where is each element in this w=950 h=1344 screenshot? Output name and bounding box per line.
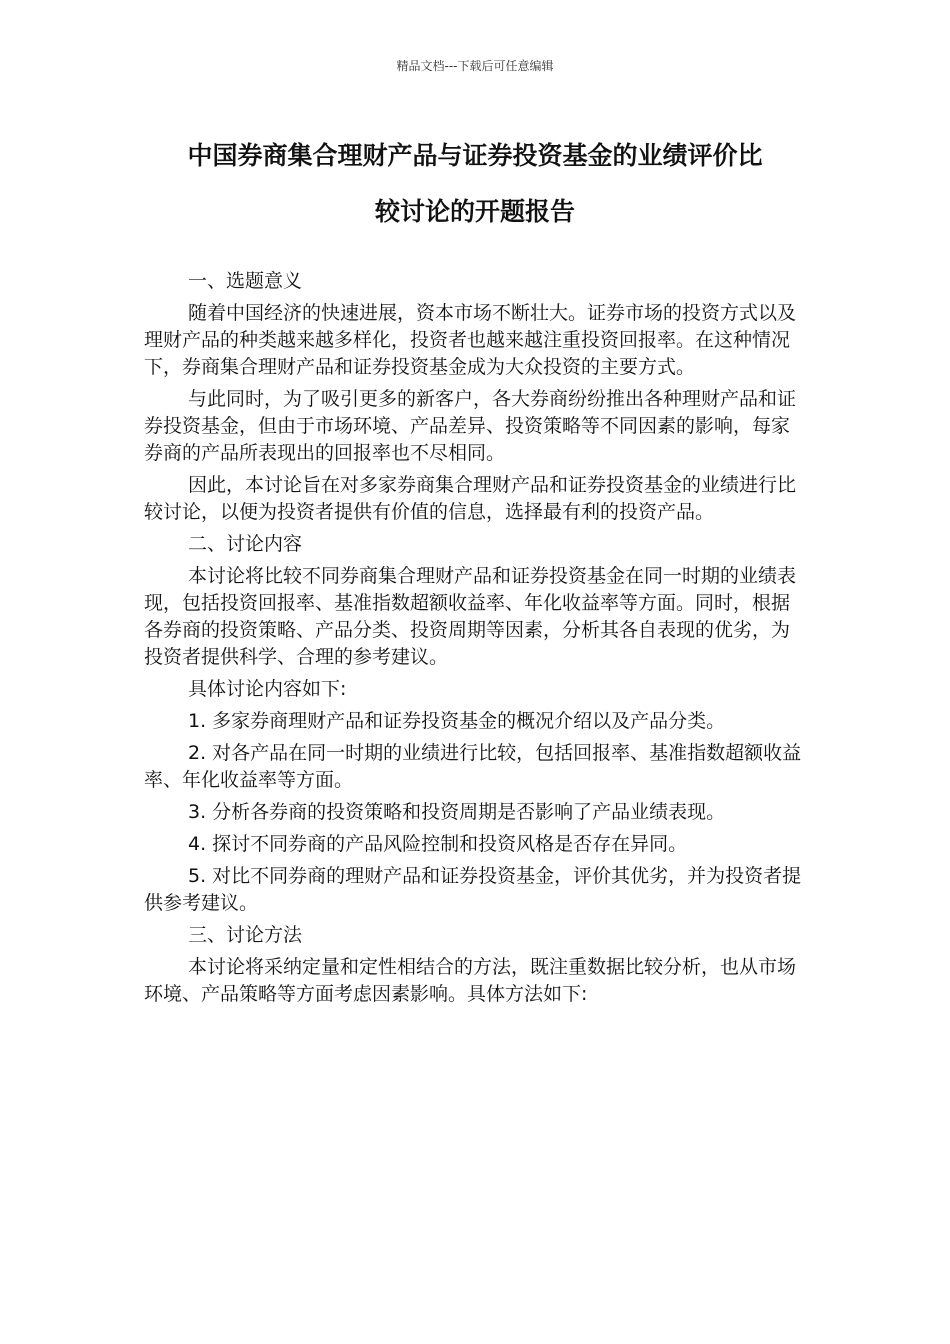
body-paragraph: 因此，本讨论旨在对多家券商集合理财产品和证券投资基金的业绩进行比较讨论，以便为投资者提供有价值的信息，选择最有利的投资产品。 bbox=[144, 474, 797, 523]
list-item: 5. 对比不同券商的理财产品和证券投资基金，评价其优劣，并为投资者提供参考建议。 bbox=[144, 865, 802, 914]
body-paragraph: 与此同时，为了吸引更多的新客户，各大券商纷纷推出各种理财产品和证券投资基金，但由于市场环境、产品差异、投资策略等不同因素的影响，每家券商的产品所表现出的回报率也不尽相同。 bbox=[144, 388, 797, 464]
section-heading-content: 二、讨论内容 bbox=[188, 533, 303, 555]
section-heading-method: 三、讨论方法 bbox=[188, 924, 303, 946]
list-item: 1. 多家券商理财产品和证券投资基金的概况介绍以及产品分类。 bbox=[188, 710, 726, 732]
document-title-line-2: 较讨论的开题报告 bbox=[374, 197, 575, 226]
document-body bbox=[144, 268, 804, 1013]
list-item: 3. 分析各券商的投资策略和投资周期是否影响了产品业绩表现。 bbox=[188, 801, 726, 823]
section-heading-significance: 一、选题意义 bbox=[188, 270, 303, 292]
list-item: 2. 对各产品在同一时期的业绩进行比较，包括回报率、基准指数超额收益率、年化收益率等方面。 bbox=[144, 742, 802, 791]
document-title bbox=[130, 128, 820, 240]
page-header-note: 精品文档---下载后可任意编辑 bbox=[396, 59, 554, 73]
body-paragraph: 随着中国经济的快速进展，资本市场不断壮大。证券市场的投资方式以及理财产品的种类越来越多样化，投资者也越来越注重投资回报率。在这种情况下，券商集合理财产品和证券投资基金成为大众投资的主要方式。 bbox=[144, 302, 797, 378]
body-paragraph: 具体讨论内容如下: bbox=[188, 678, 347, 700]
body-paragraph: 本讨论将比较不同券商集合理财产品和证券投资基金在同一时期的业绩表现，包括投资回报率、基准指数超额收益率、年化收益率等方面。同时，根据各券商的投资策略、产品分类、投资周期等因素，分析其各自表现的优劣，为投资者提供科学、合理的参考建议。 bbox=[144, 565, 797, 668]
document-title-line-1: 中国券商集合理财产品与证券投资基金的业绩评价比 bbox=[187, 141, 763, 170]
list-item: 4. 探讨不同券商的产品风险控制和投资风格是否存在异同。 bbox=[188, 833, 688, 855]
body-paragraph: 本讨论将采纳定量和定性相结合的方法，既注重数据比较分析，也从市场环境、产品策略等方面考虑因素影响。具体方法如下: bbox=[144, 956, 797, 1005]
